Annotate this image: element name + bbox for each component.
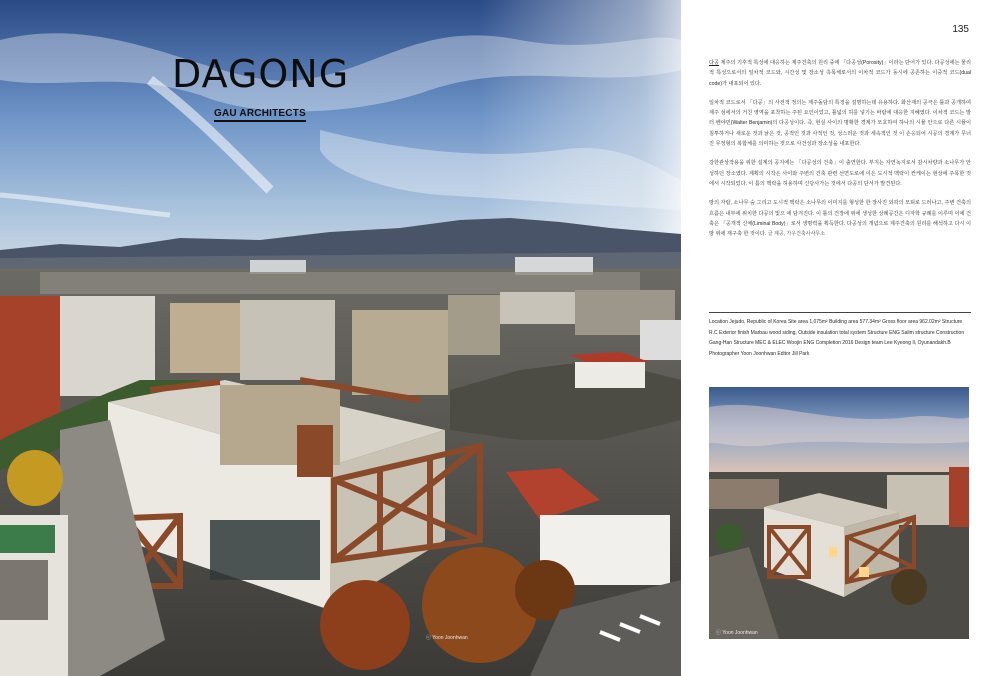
paragraph — [709, 198, 971, 239]
photo-credit-main: ⓒ Yoon Joonhwan — [426, 635, 468, 641]
divider — [709, 312, 971, 313]
secondary-photo — [709, 387, 969, 639]
article-body — [709, 58, 971, 248]
paragraph-text: 땅의 자람, 소나무 숲 그리고 도시적 맥락은 소나무의 이미지를 형성한 한 장사진 외곽의 모퇴로 드러나고, 주변 건축의 흐름은 내부에 위치한 다공의 빛으 에 담겨진다. 이 틀의 건장에 위에 생성한 상례공간은 디자학 규례를 이루며 이에 건축은 「공개적 신체(Liminal Body)」로서 생명력을 획득한다. 다공성의 개념으로 제주건축의 원리를 해석하고 다시 이 땅 위에 재구축 한 것이다. — [709, 200, 971, 238]
architect-firm: GAU ARCHITECTS — [214, 108, 306, 122]
lead-word: 다공 — [709, 60, 720, 66]
paragraph-text: 제주의 기후적 특성에 대응하는 제주건축의 원리 중에 「다공성(Porosity)」이라는 단어가 있다. 다공성에는 물리적 특성으로서의 일차적 코드와, 시간성 및 장소성 측목체로서의 이차적 코드가 동시에 공존하는 이중적 코드(dual code)가 내포되어 있다. — [709, 60, 971, 87]
page-number: 135 — [952, 24, 969, 35]
paragraph-text: 일차적 코드로서 「다공」의 사전적 정의는 제주돌담의 특징을 설명하는데 유용하다. 화산재의 공극은 틀과 공개하여 제주 섬에서의 거친 영역을 포착하는 주된 요인이었고, 틀넓의 허를 넣기는 바람에 대응한 지혜였다. 이차적 코드는 발터 벤야민(Walter Benjamin)의 다공성이다. 즉, 현실 사이의 명확한 경계가 모호하여 하나의 시뮬 안으로 다른 시뮬이 침투하거나 새로운 것과 낡은 것, 공적인 것과 사적인 것, 성스러운 것과 세속적인 것 이 손응되어 시공의 경계가 무너진 무정형의 복합체를 의미하는 것으로 사건성과 장소성을 내포한다. — [709, 99, 971, 148]
dusk-building-illustration — [709, 387, 969, 639]
paragraph — [709, 58, 971, 89]
author-credit: 글 제공, 가우건축사사무소 — [767, 231, 826, 238]
project-title: DAGONG — [172, 52, 350, 96]
paragraph-text: 강한관상작용을 위한 설계의 공지에는 「다공성의 건축」이 출연한다. 부지는 자연녹지로서 감시차량과 소나무가 안성하던 장소였다. 계획의 시작은 사이와 주변의 건축 관련 선면도로에 이은 도시적 맥락이 컨케이는 현상에 주목한 것에서 시작되었다. 이 틈의 맥락을 허용하며 신당사가는 것에서 다공의 단서가 발견된다. — [709, 160, 971, 187]
paragraph — [709, 98, 971, 149]
paragraph — [709, 158, 971, 189]
photo-credit-secondary: ⓒ Yoon Joonhwan — [716, 630, 758, 636]
project-info: Location Jejudo, Republic of Korea Site area 1,075m² Building area 577.34m² Gross floor area 962.02m² Structure R.C Exterior finish Marbau wood siding, Outside insulation total system Structure ENG Salim structure Construction Gang-Han Structure MEC & ELEC Woojin ENG Completion 2016 Design team Lee Kyeong Il, Oyunandakh.B Photographer Yoon Joonhwan Editor Jill Park — [709, 319, 965, 357]
